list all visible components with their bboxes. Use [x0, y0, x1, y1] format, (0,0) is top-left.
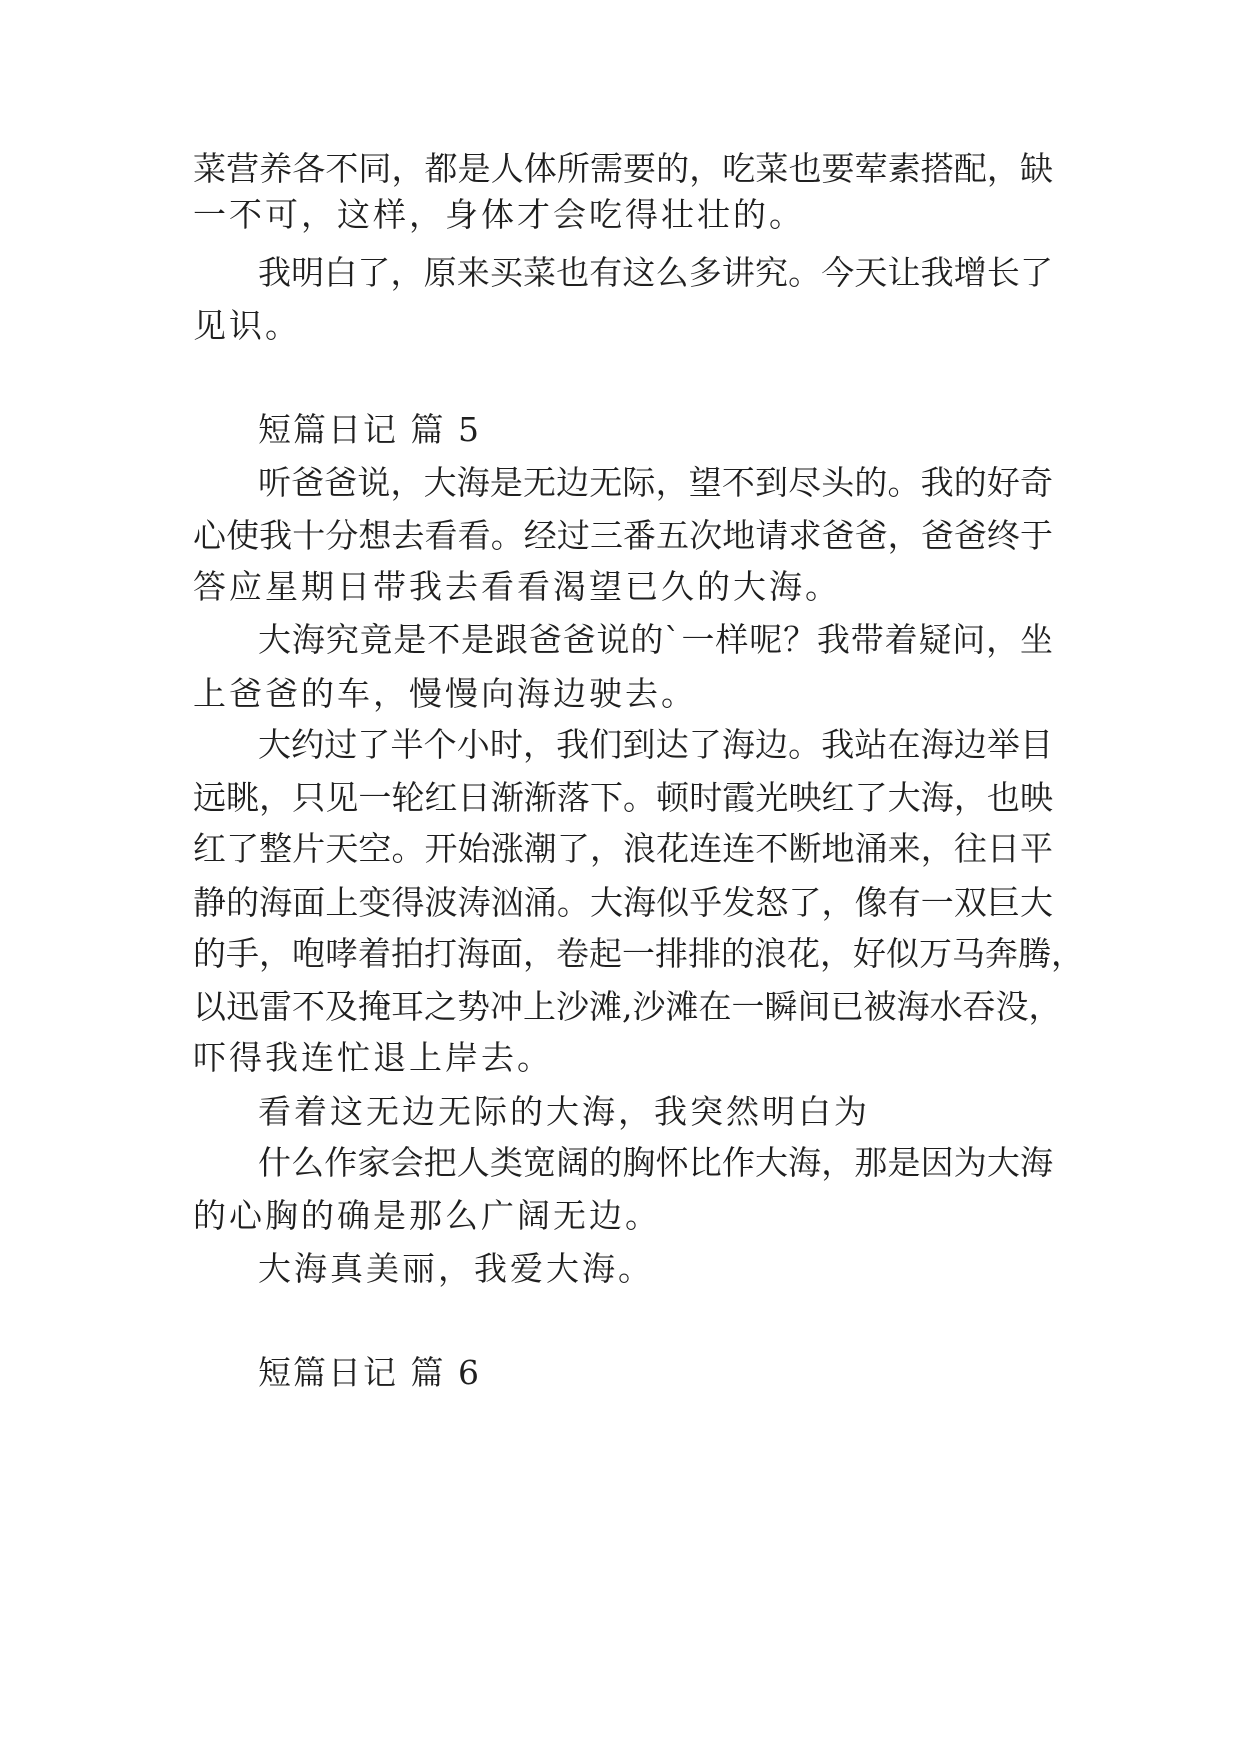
paragraph-line: 吓得我连忙退上岸去。	[193, 1038, 553, 1077]
paragraph-line: 大海真美丽，我爱大海。	[258, 1249, 654, 1288]
paragraph-line: 静的海面上变得波涛汹涌。大海似乎发怒了，像有一双巨大	[193, 883, 1053, 922]
section-heading: 短篇日记 篇 5	[258, 410, 481, 449]
paragraph-line: 的手，咆哮着拍打海面，卷起一排排的浪花，好似万马奔腾，	[193, 934, 1084, 973]
paragraph-line: 我明白了，原来买菜也有这么多讲究。今天让我增长了	[258, 253, 1053, 292]
section-heading: 短篇日记 篇 6	[258, 1353, 481, 1392]
paragraph-line: 远眺，只见一轮红日渐渐落下。顿时霞光映红了大海，也映	[193, 778, 1053, 817]
paragraph-line: 的心胸的确是那么广阔无边。	[193, 1196, 661, 1235]
paragraph-line: 一不可，这样，身体才会吃得壮壮的。	[193, 195, 805, 234]
paragraph-line: 菜营养各不同，都是人体所需要的，吃菜也要荤素搭配，缺	[193, 149, 1053, 188]
paragraph-line: 上爸爸的车，慢慢向海边驶去。	[193, 674, 697, 713]
paragraph-line: 见识。	[193, 306, 301, 345]
paragraph-line: 答应星期日带我去看看渴望已久的大海。	[193, 567, 841, 606]
paragraph-line: 心使我十分想去看看。经过三番五次地请求爸爸，爸爸终于	[193, 516, 1053, 555]
paragraph-line: 什么作家会把人类宽阔的胸怀比作大海，那是因为大海	[258, 1143, 1053, 1182]
paragraph-line: 听爸爸说，大海是无边无际，望不到尽头的。我的好奇	[258, 463, 1053, 502]
paragraph-line: 以迅雷不及掩耳之势冲上沙滩,沙滩在一瞬间已被海水吞没，	[193, 987, 1062, 1026]
paragraph-line: 红了整片天空。开始涨潮了，浪花连连不断地涌来，往日平	[193, 829, 1053, 868]
paragraph-line: 看着这无边无际的大海，我突然明白为	[258, 1092, 870, 1131]
paragraph-line: 大海究竟是不是跟爸爸说的`一样呢？我带着疑问，坐	[258, 620, 1053, 659]
paragraph-line: 大约过了半个小时，我们到达了海边。我站在海边举目	[258, 725, 1053, 764]
